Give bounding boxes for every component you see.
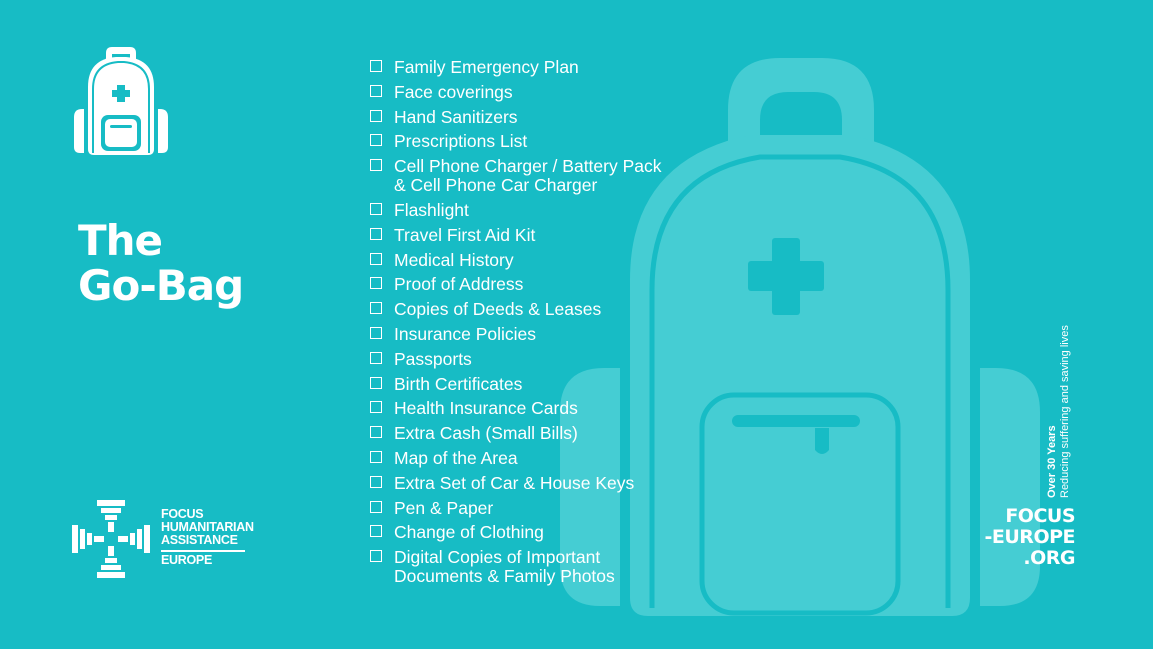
checkbox-icon[interactable] [370, 228, 382, 240]
title-line-2: Go-Bag [78, 261, 244, 310]
checkbox-icon[interactable] [370, 60, 382, 72]
checklist-item [369, 449, 699, 468]
logo-wordmark [161, 508, 254, 567]
checklist-item [369, 201, 699, 220]
checklist-item-label: Hand Sanitizers [394, 106, 518, 127]
backpack-medical-icon [72, 45, 170, 157]
checklist-item [369, 523, 699, 542]
checklist-item-label: Insurance Policies [394, 323, 537, 344]
checklist-item-label: Cell Phone Charger / Battery Pack [394, 156, 662, 177]
checkbox-icon[interactable] [370, 110, 382, 122]
logo-line-1: FOCUS [161, 507, 204, 521]
checklist-item-label: Documents & Family Photos [394, 566, 615, 587]
checklist-item [369, 300, 699, 319]
checkbox-icon[interactable] [370, 525, 382, 537]
checklist-item [369, 58, 699, 77]
checklist-item [369, 325, 699, 344]
checkbox-icon[interactable] [370, 426, 382, 438]
checklist-item [369, 424, 699, 443]
checkbox-icon[interactable] [370, 159, 382, 171]
checklist-item [369, 157, 699, 195]
checklist-item [369, 499, 699, 518]
checklist-item-label: Medical History [394, 249, 514, 270]
checkbox-icon[interactable] [370, 85, 382, 97]
checklist-item-label: Digital Copies of Important [394, 547, 601, 568]
focus-logo [70, 498, 290, 582]
tagline-line-2: Reducing suffering and saving lives [1059, 325, 1071, 498]
checklist-item-label: Prescriptions List [394, 131, 528, 152]
checklist-item [369, 275, 699, 294]
page-title [78, 218, 243, 308]
checklist-item-label: Map of the Area [394, 447, 518, 468]
title-line-1: The [78, 216, 163, 265]
logo-divider [161, 550, 245, 552]
checklist-item [369, 350, 699, 369]
checkbox-icon[interactable] [370, 451, 382, 463]
checklist-item-label: Family Emergency Plan [394, 57, 579, 77]
logo-line-4: EUROPE [161, 552, 212, 567]
checkbox-icon[interactable] [370, 302, 382, 314]
tagline [1046, 325, 1072, 498]
website-line-2: -EUROPE [984, 526, 1075, 548]
checklist-item-label: Extra Set of Car & House Keys [394, 472, 635, 493]
checklist-item-label: Change of Clothing [394, 522, 544, 543]
checkbox-icon[interactable] [370, 327, 382, 339]
checklist-item-label: Flashlight [394, 199, 469, 220]
checklist-item [369, 548, 699, 586]
checklist-item [369, 226, 699, 245]
checkbox-icon[interactable] [370, 203, 382, 215]
checklist-item [369, 375, 699, 394]
checkbox-icon[interactable] [370, 501, 382, 513]
checklist-item [369, 251, 699, 270]
logo-line-2: HUMANITARIAN [161, 520, 254, 534]
checklist-item-label: Proof of Address [394, 274, 524, 295]
checklist-item [369, 108, 699, 127]
checklist-item-label: Face coverings [394, 81, 513, 102]
checklist-item-label: Extra Cash (Small Bills) [394, 423, 578, 444]
checklist-item-label: Copies of Deeds & Leases [394, 299, 602, 320]
checkbox-icon[interactable] [370, 476, 382, 488]
checkbox-icon[interactable] [370, 277, 382, 289]
checkbox-icon[interactable] [370, 550, 382, 562]
tagline-line-1: Over 30 Years [1046, 425, 1058, 498]
logo-line-3: ASSISTANCE [161, 533, 238, 547]
checkbox-icon[interactable] [370, 253, 382, 265]
focus-logo-icon [70, 498, 152, 580]
website-line-3: .ORG [1023, 547, 1075, 569]
checklist-item-label: & Cell Phone Car Charger [394, 175, 598, 196]
checklist [369, 58, 699, 592]
checklist-item-label: Health Insurance Cards [394, 398, 578, 419]
checklist-item-label: Birth Certificates [394, 373, 523, 394]
checkbox-icon[interactable] [370, 134, 382, 146]
checkbox-icon[interactable] [370, 352, 382, 364]
checklist-item-label: Travel First Aid Kit [394, 224, 536, 245]
checklist-item [369, 132, 699, 151]
checklist-item-label: Passports [394, 348, 472, 369]
website-line-1: FOCUS [1005, 505, 1075, 527]
checklist-item [369, 83, 699, 102]
checkbox-icon[interactable] [370, 377, 382, 389]
checklist-item [369, 474, 699, 493]
checkbox-icon[interactable] [370, 401, 382, 413]
website-link[interactable] [980, 506, 1075, 569]
checklist-item [369, 399, 699, 418]
checklist-item-label: Pen & Paper [394, 497, 494, 518]
